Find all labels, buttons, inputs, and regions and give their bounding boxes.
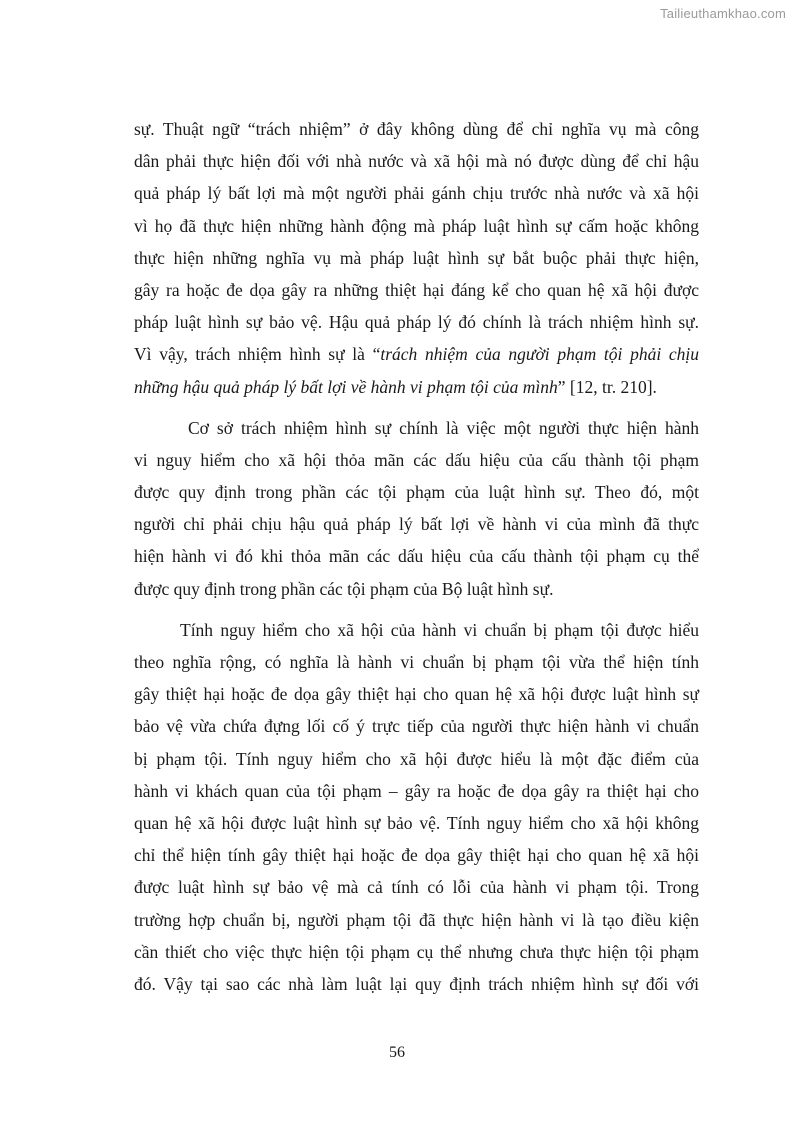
paragraph-1 [134,113,699,403]
paragraph-3 [134,614,699,1000]
quoted-definition: trách nhiệm của người phạm tội phải chịu [380,344,700,365]
document-body [134,113,699,1000]
paragraph-2 [134,412,699,605]
text-line: trường hợp chuẩn bị, người phạm tội đã thực hiện hành vi là tạo điều kiện [134,909,699,930]
text-line: dân phải thực hiện đối với nhà nước và xã hội mà nó được dùng để chỉ hậu [134,151,699,172]
text-line: chỉ thể hiện tính gây thiệt hại hoặc đe dọa gây thiệt hại cho quan hệ xã hội [134,845,699,866]
text-line: quan hệ xã hội được luật hình sự bảo vệ. Tính nguy hiểm cho xã hội không [134,812,699,833]
text-line: quả pháp lý bất lợi mà một người phải gánh chịu trước nhà nước và xã hội [134,183,699,204]
quoted-definition: những hậu quả pháp lý bất lợi về hành vi phạm tội của mình [134,376,558,397]
text-line: bị phạm tội. Tính nguy hiểm cho xã hội được hiểu là một đặc điểm của [134,748,699,769]
text-line: pháp luật hình sự bảo vệ. Hậu quả pháp lý đó chính là trách nhiệm hình sự. [134,312,699,333]
text-line: Cơ sở trách nhiệm hình sự chính là việc một người thực hiện hành [188,417,699,438]
text-line: hiện hành vi đó khi thỏa mãn các dấu hiệu của cấu thành tội phạm cụ thể [134,546,699,567]
text-line: thực hiện những nghĩa vụ mà pháp luật hình sự bắt buộc phải thực hiện, [134,247,699,268]
text-line [134,371,699,403]
text-line: đó. Vậy tại sao các nhà làm luật lại quy định trách nhiệm hình sự đối với [134,973,699,994]
text-line: vi nguy hiểm cho xã hội thỏa mãn các dấu hiệu của cấu thành tội phạm [134,449,699,470]
text-line: người chỉ phải chịu hậu quả pháp lý bất lợi về hành vi của mình đã thực [134,514,699,535]
text-line: gây ra hoặc đe dọa gây ra những thiệt hại đáng kể cho quan hệ xã hội được [134,279,699,300]
text-line: hành vi khách quan của tội phạm – gây ra hoặc đe dọa gây ra thiệt hại cho [134,780,699,801]
citation: ” [12, tr. 210]. [557,376,657,397]
text-line [134,338,699,370]
text-line: vì họ đã thực hiện những hành động mà pháp luật hình sự cấm hoặc không [134,215,699,236]
text-line: bảo vệ vừa chứa đựng lối cố ý trực tiếp của người thực hiện hành vi chuẩn [134,716,699,737]
text-line: được quy định trong phần các tội phạm của luật hình sự. Theo đó, một [134,482,699,503]
text-line: theo nghĩa rộng, có nghĩa là hành vi chuẩn bị phạm tội vừa thể hiện tính [134,652,699,672]
text-line: cần thiết cho việc thực hiện tội phạm cụ thể nhưng chưa thực hiện tội phạm [134,941,699,962]
text-run: Vì vậy, trách nhiệm hình sự là “ [134,344,381,365]
text-line: Tính nguy hiểm cho xã hội của hành vi chuẩn bị phạm tội được hiểu [180,619,699,640]
text-line: được quy định trong phần các tội phạm của Bộ luật hình sự. [134,578,554,599]
text-line: được luật hình sự bảo vệ mà cả tính có lỗi của hành vi phạm tội. Trong [134,877,699,898]
page-number: 56 [389,1044,405,1061]
watermark: Tailieuthamkhao.com [660,6,786,21]
text-line: sự. Thuật ngữ “trách nhiệm” ở đây không dùng để chỉ nghĩa vụ mà công [134,119,699,139]
text-line: gây thiệt hại hoặc đe dọa gây thiệt hại cho quan hệ xã hội được luật hình sự [134,684,699,705]
